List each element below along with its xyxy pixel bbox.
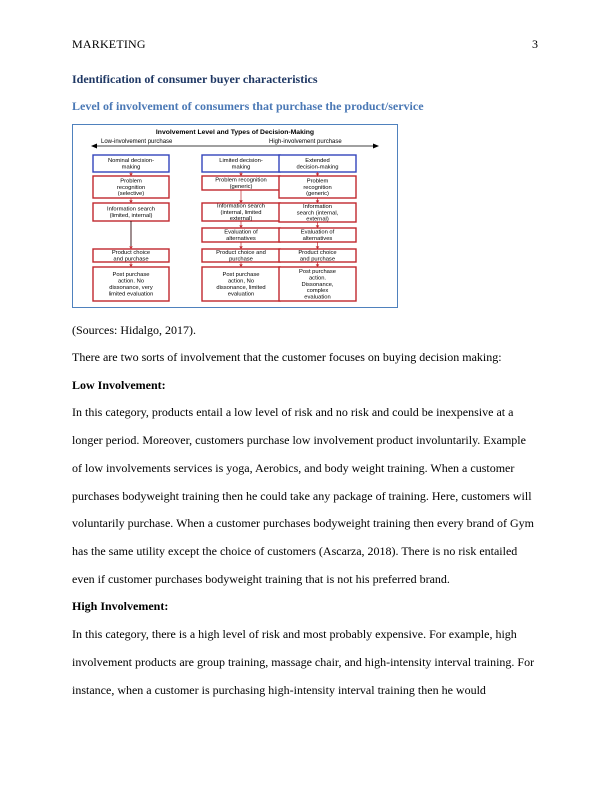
decision-step-label: (generic)	[229, 184, 253, 190]
decision-step-label: alternatives	[302, 236, 333, 242]
low-involvement-heading: Low Involvement:	[72, 378, 166, 392]
decision-step-label: external)	[306, 216, 329, 223]
decision-step-label: complex	[306, 288, 329, 295]
paragraph-line: instance, when a customer is purchasing high-intensity interval training then he would	[72, 683, 486, 697]
decision-step-label: Problem recognition	[215, 177, 267, 184]
paragraph-line: has the same utility except the choice of customers (Ascarza, 2018). There is no risk entailed	[72, 544, 518, 558]
axis-arrow-left-icon	[91, 144, 97, 149]
intro-paragraph: There are two sorts of involvement that the customer focuses on buying decision making:	[72, 350, 502, 364]
decision-step-label: dissonance, very	[109, 285, 153, 291]
decision-step-label: evaluation	[227, 291, 255, 298]
decision-step-label: (internal, limited	[220, 209, 262, 216]
decision-step-label: Information search	[216, 203, 266, 210]
decision-type-label: Nominal decision-	[107, 158, 155, 165]
decision-step-label: Dissonance,	[301, 281, 334, 288]
decision-step-label: (limited, internal)	[109, 213, 153, 219]
decision-step-label: Product choice	[298, 250, 337, 257]
decision-step-label: recognition	[303, 184, 332, 191]
paragraph-line: purchases bodyweight training then he could take any package of training. Here, customers will	[72, 489, 532, 503]
decision-step-label: Product choice	[111, 250, 151, 257]
paragraph-line: longer period. Moreover, customers purchase low involvement product involuntarily. Example	[72, 433, 526, 447]
decision-type-label: making	[231, 164, 251, 171]
decision-type-label: decision-making	[296, 164, 339, 171]
decision-type-label: making	[121, 164, 141, 171]
paragraph-line: even if customer purchases bodyweight training that is not his preferred brand.	[72, 572, 450, 586]
decision-step-label: (selective)	[117, 191, 145, 198]
paragraph-line: of low involvements services is yoga, Aerobics, and body weight training. When a customer	[72, 461, 515, 475]
axis-high-label: High-involvement purchase	[269, 139, 342, 145]
decision-step-label: and purchase	[113, 256, 149, 263]
decision-step-label: Post purchase	[222, 272, 260, 279]
decision-step-label: Product choice and	[216, 250, 266, 257]
decision-step-label: action.	[308, 275, 327, 282]
paragraph-line: involvement products are group training, massage chair, and high-intensity interval training. For	[72, 655, 535, 669]
flowchart	[73, 125, 397, 307]
subsection-heading: Level of involvement of consumers that purchase the product/service	[72, 99, 424, 113]
decision-step-label: Evaluation of	[300, 229, 335, 236]
decision-step-label: action. No	[117, 278, 145, 285]
decision-step-label: Information	[303, 203, 332, 210]
decision-step-label: Evaluation of	[224, 229, 258, 236]
decision-step-label: Post purchase	[112, 272, 150, 279]
paragraph-line: In this category, products entail a low level of risk and no risk and could be inexpensive at a	[72, 405, 514, 419]
page-number: 3	[532, 37, 538, 51]
flow-columns	[93, 155, 356, 301]
involvement-decision-making-figure	[72, 124, 398, 308]
decision-step-label: limited evaluation	[108, 291, 154, 298]
decision-type-label: Limited decision-	[219, 158, 263, 165]
decision-step-label: Information search	[106, 206, 156, 213]
decision-step-label: Post purchase	[298, 269, 337, 275]
axis-low-label: Low-involvement purchase	[101, 139, 173, 145]
decision-step-label: action, No	[227, 278, 255, 285]
high-involvement-heading: High Involvement:	[72, 599, 169, 613]
figure-source: (Sources: Hidalgo, 2017).	[72, 323, 196, 337]
figure-title: Involvement Level and Types of Decision-Making	[155, 129, 315, 136]
decision-step-label: purchase	[229, 256, 253, 263]
decision-step-label: recognition	[116, 184, 146, 191]
axis-arrow-right-icon	[373, 144, 379, 149]
decision-step-label: search (internal,	[296, 210, 339, 217]
decision-step-label: Problem	[306, 178, 329, 185]
paragraph-line: voluntarily purchase. When a customer purchases bodyweight training then every brand of Gym	[72, 516, 534, 530]
decision-step-label: evaluation	[304, 294, 331, 301]
decision-step-label: dissonance, limited	[216, 285, 266, 291]
decision-step-label: external)	[229, 216, 253, 223]
section-heading: Identification of consumer buyer characteristics	[72, 72, 318, 86]
decision-step-label: and purchase	[299, 256, 336, 263]
decision-type-label: Extended	[305, 158, 330, 165]
decision-step-label: (generic)	[306, 191, 329, 198]
decision-step-label: alternatives	[226, 236, 256, 242]
paragraph-line: In this category, there is a high level of risk and most probably expensive. For example, high	[72, 627, 517, 641]
decision-step-label: Problem	[120, 178, 142, 185]
running-head: MARKETING	[72, 37, 146, 51]
